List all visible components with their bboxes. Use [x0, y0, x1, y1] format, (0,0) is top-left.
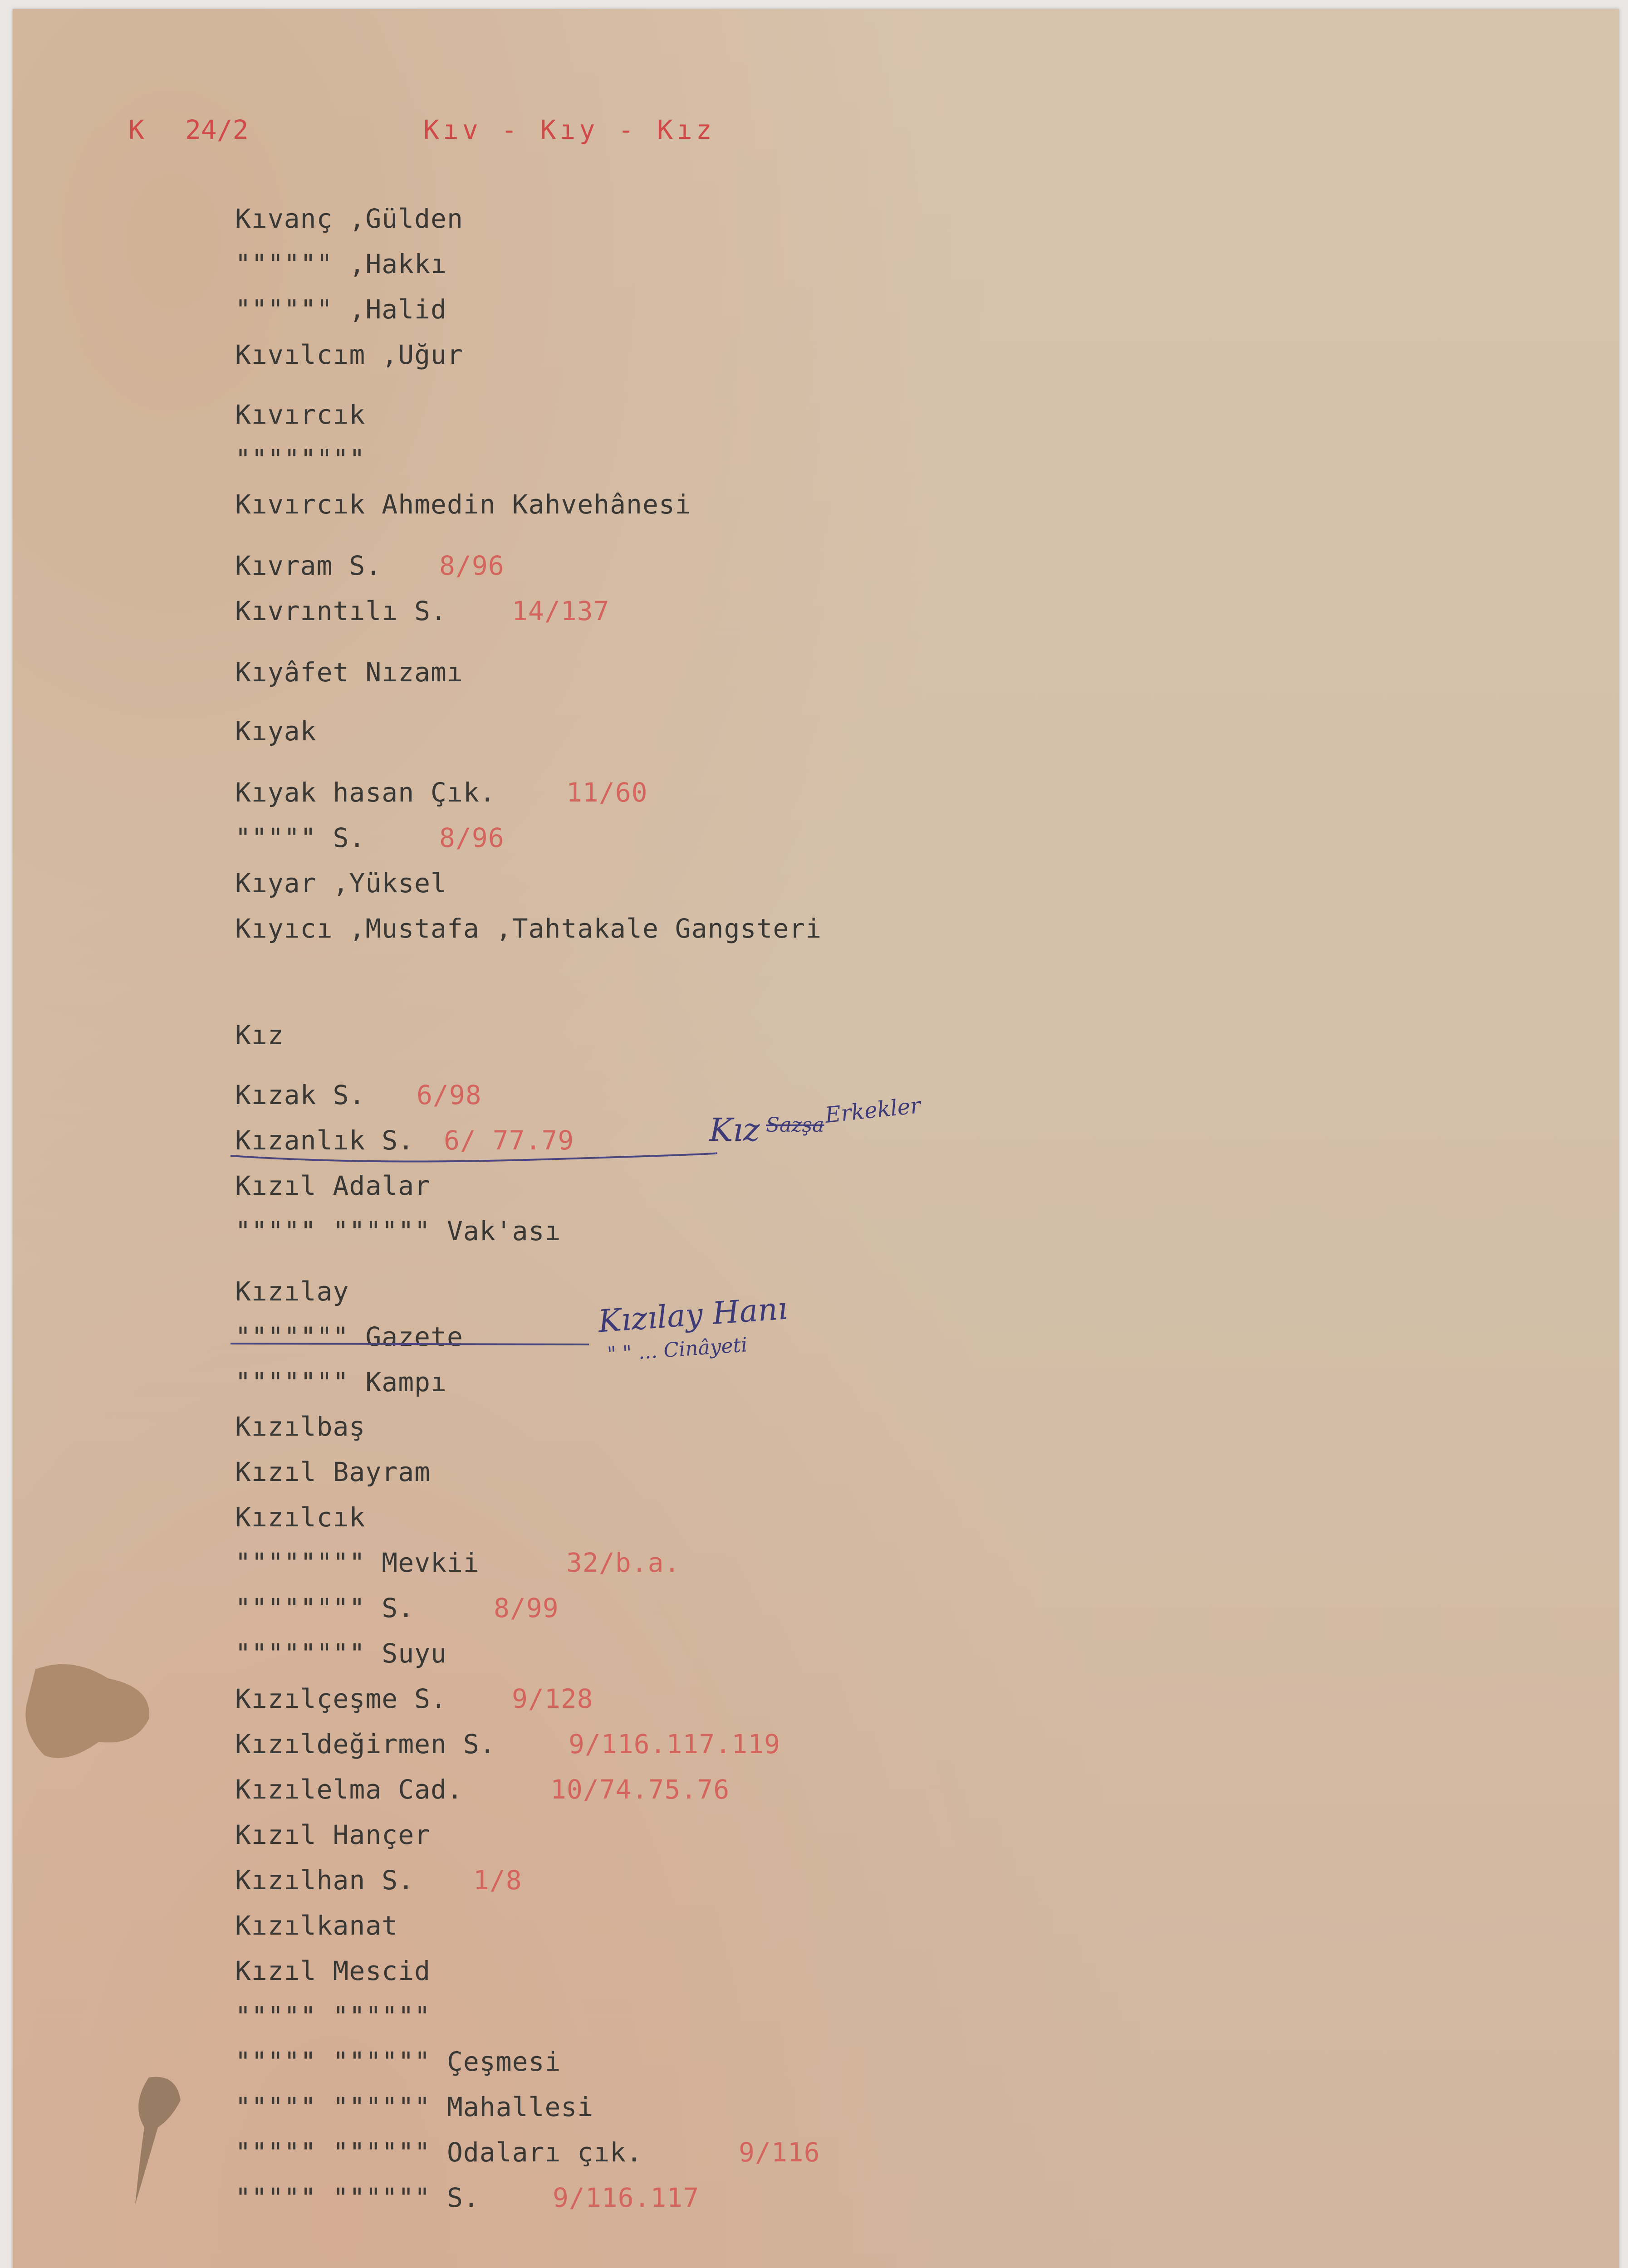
entry-line — [235, 551, 382, 580]
handwritten-erkekler: Erkekler — [824, 1093, 922, 1128]
entry-text: """"" """""" S. — [235, 2182, 480, 2213]
entry-text: Kıvırcık Ahmedin Kahvehânesi — [235, 489, 691, 520]
entry-line — [235, 1775, 463, 1804]
entry-reference: 9/128 — [512, 1683, 593, 1714]
entry-line — [235, 1820, 431, 1849]
entry-text: Kıvırcık — [235, 399, 366, 430]
archive-card — [13, 9, 1619, 2268]
entry-text: Kıvılcım ,Uğur — [235, 339, 463, 370]
entry-text: Kızılcık — [235, 1502, 366, 1533]
entry-text: Kızılelma Cad. — [235, 1774, 463, 1805]
entry-text: """""""" Suyu — [235, 1638, 447, 1669]
entry-reference: 10/74.75.76 — [550, 1774, 730, 1805]
entry-line — [235, 490, 691, 519]
paper-stain-2 — [108, 2068, 208, 2218]
entry-line — [235, 1911, 398, 1940]
entry-line — [235, 1956, 431, 1985]
entry-line — [235, 717, 317, 746]
entry-text: """""""" Mevkii — [235, 1547, 480, 1578]
entry-line — [235, 1866, 414, 1895]
entry-reference: 1/8 — [473, 1865, 522, 1896]
entry-reference: 32/b.a. — [566, 1547, 681, 1578]
entry-reference: 9/116.117 — [553, 2182, 700, 2213]
entry-text: Kıyak hasan Çık. — [235, 777, 496, 808]
entry-line — [235, 295, 447, 324]
entry-line — [235, 445, 365, 474]
entry-reference: 8/99 — [494, 1593, 559, 1623]
entry-line — [235, 658, 463, 687]
entry-text: Kızak S. — [235, 1080, 366, 1110]
entry-text: Kızılhan S. — [235, 1865, 415, 1896]
entry-text: Kızıl Bayram — [235, 1457, 431, 1487]
entry-line — [235, 778, 496, 807]
entry-text: """"" """""" Vak'ası — [235, 1216, 561, 1246]
entry-text: """"" S. — [235, 822, 366, 853]
entry-text: Kızıl Mescid — [235, 1955, 431, 1986]
card-number: 24/2 — [185, 114, 249, 145]
entry-line — [235, 340, 463, 369]
entry-line — [235, 1684, 447, 1713]
entry-line — [235, 1457, 431, 1486]
entry-text: """"" """""" Çeşmesi — [235, 2046, 561, 2077]
entry-text: """""" ,Halid — [235, 294, 447, 325]
entry-text: Kızılçeşme S. — [235, 1683, 447, 1714]
entry-text: """"" """""" — [235, 2001, 431, 2032]
entry-text: Kızanlık S. — [235, 1125, 415, 1156]
underline-kizanlik — [226, 1143, 725, 1170]
entry-line — [235, 1217, 561, 1246]
entry-text: """""""" — [235, 444, 366, 474]
entry-line — [235, 1639, 447, 1668]
entry-line — [235, 1080, 365, 1110]
entry-text: Kız — [235, 1020, 284, 1051]
entry-line — [235, 2092, 593, 2121]
entry-line — [235, 1171, 431, 1200]
entry-text: """""""" S. — [235, 1593, 415, 1623]
entry-text: Kıyıcı ,Mustafa ,Tahtakale Gangsteri — [235, 913, 822, 944]
entry-reference: 9/116 — [739, 2137, 820, 2168]
entry-line — [235, 1503, 365, 1532]
entry-text: Kızıl Hançer — [235, 1819, 431, 1850]
entry-text: Kızılay — [235, 1276, 349, 1307]
entry-reference: 6/98 — [417, 1080, 482, 1110]
entry-reference: 8/96 — [439, 550, 505, 581]
entry-line — [235, 1277, 349, 1306]
entry-text: Kıvanç ,Gülden — [235, 203, 463, 234]
entry-text: Kızıldeğirmen S. — [235, 1729, 496, 1760]
entry-text: Kızılkanat — [235, 1910, 398, 1941]
entry-text: Kıyar ,Yüksel — [235, 868, 447, 899]
handwritten-struck-word: Sazşa — [766, 1114, 824, 1137]
entry-text: Kıyak — [235, 716, 317, 747]
entry-line — [235, 1548, 480, 1577]
entry-line — [235, 596, 447, 626]
entry-line — [235, 1021, 284, 1050]
entry-line — [235, 2047, 561, 2076]
entry-line — [235, 1593, 414, 1623]
entry-reference: 6/ 77.79 — [444, 1125, 574, 1156]
entry-text: """"""" Kampı — [235, 1367, 447, 1398]
underline-gazete — [226, 1338, 598, 1352]
entry-text: Kızıl Adalar — [235, 1170, 431, 1201]
entry-line — [235, 1412, 365, 1441]
card-range-heading: Kıv - Kıy - Kız — [423, 114, 716, 145]
paper-stain — [17, 1651, 162, 1778]
entry-text: """""" ,Hakkı — [235, 249, 447, 279]
entry-text: Kıvrıntılı S. — [235, 596, 447, 626]
entry-text: """"" """""" Mahallesi — [235, 2092, 594, 2122]
entry-line — [235, 823, 365, 852]
entry-reference: 8/96 — [439, 822, 505, 853]
entry-text: Kıyâfet Nızamı — [235, 657, 463, 688]
entry-line — [235, 1368, 447, 1397]
entry-line — [235, 1730, 496, 1759]
entry-text: Kıvram S. — [235, 550, 382, 581]
entry-line — [235, 869, 447, 898]
handwritten-cinayeti: " " ... Cinâyeti — [606, 1333, 748, 1366]
entry-reference: 11/60 — [566, 777, 648, 808]
card-code: K — [128, 114, 144, 145]
handwritten-kiz: Kız — [709, 1111, 760, 1149]
entry-line — [235, 2002, 431, 2031]
entry-line — [235, 2183, 480, 2212]
entry-line — [235, 204, 463, 233]
entry-line — [235, 249, 447, 279]
entry-text: """"""" Gazete — [235, 1321, 463, 1352]
entry-text: Kızılbaş — [235, 1411, 366, 1442]
entry-reference: 14/137 — [512, 596, 610, 626]
entry-line — [235, 400, 365, 429]
entry-line — [235, 914, 822, 943]
handwritten-kizilay-hani: Kızılay Hanı — [597, 1290, 789, 1340]
entry-line — [235, 2138, 642, 2167]
entry-reference: 9/116.117.119 — [569, 1729, 780, 1760]
entry-text: """"" """""" Odaları çık. — [235, 2137, 642, 2168]
